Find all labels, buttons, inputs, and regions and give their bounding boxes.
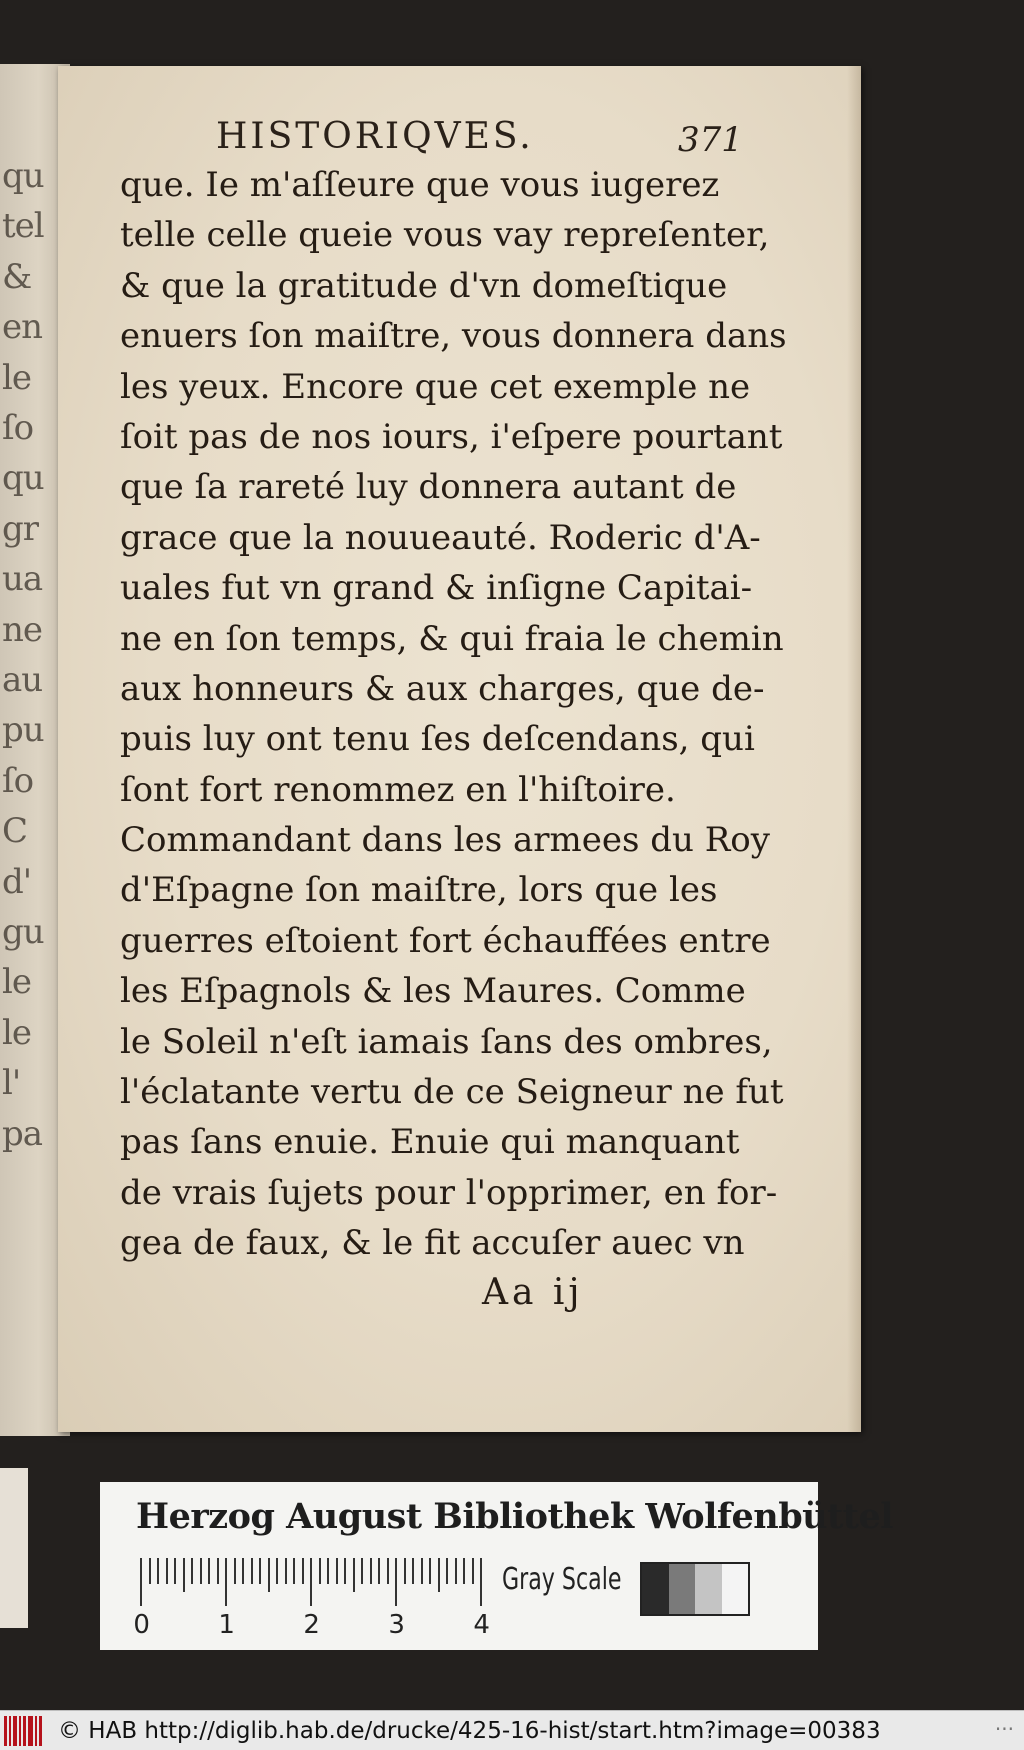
calibration-card	[100, 1482, 894, 1650]
ruler-tick	[166, 1558, 168, 1584]
ruler-tick	[472, 1558, 474, 1584]
footer-bar	[0, 1710, 1024, 1750]
text-line: les Eſpagnols & les Maures. Comme	[120, 971, 746, 1012]
previous-page-fragment: ne	[2, 609, 43, 650]
previous-page-fragment: gu	[2, 912, 44, 952]
ruler-tick	[455, 1558, 457, 1584]
ruler-tick	[208, 1558, 210, 1584]
previous-page-fragment: qu	[2, 458, 44, 499]
ruler-tick	[149, 1558, 151, 1584]
body-text	[120, 160, 792, 1269]
previous-page-fragment: l'	[2, 1063, 21, 1104]
ruler-tick	[174, 1558, 176, 1584]
ruler-tick	[183, 1558, 185, 1592]
ruler-tick	[268, 1558, 270, 1592]
grayscale-swatch	[642, 1564, 669, 1614]
running-head: HISTORIQVES.	[216, 116, 534, 157]
text-line: pas ſans enuie. Enuie qui manquant	[120, 1122, 740, 1163]
text-line: de vrais ſujets pour l'opprimer, en for-	[120, 1172, 778, 1213]
text-line: Commandant dans les armees du Roy	[120, 820, 770, 861]
previous-page-fragment: ſo	[2, 760, 34, 801]
grayscale-swatches	[640, 1562, 750, 1616]
more-options-icon[interactable]: ···	[994, 1717, 1014, 1741]
text-line: aux honneurs & aux charges, que de-	[120, 668, 765, 709]
page-number: 371	[678, 120, 743, 160]
text-line: les yeux. Encore que cet exemple ne	[120, 366, 751, 407]
ruler-tick	[319, 1558, 321, 1584]
ruler-tick	[429, 1558, 431, 1584]
ruler-number: 2	[303, 1610, 320, 1640]
ruler-tick	[370, 1558, 372, 1584]
previous-page-fragment: le	[2, 357, 31, 398]
text-line: que ſa rareté luy donnera autant de	[120, 467, 737, 508]
ruler-tick	[276, 1558, 278, 1584]
ruler-tick	[217, 1558, 219, 1584]
text-line: enuers ſon maiſtre, vous donnera dans	[120, 316, 787, 357]
ruler-tick	[157, 1558, 159, 1584]
ruler-tick	[387, 1558, 389, 1584]
ruler-number: 4	[473, 1610, 490, 1640]
ruler-tick	[361, 1558, 363, 1584]
text-line: & que la gratitude d'vn domeſtique	[120, 265, 728, 306]
ruler-tick	[234, 1558, 236, 1584]
previous-page-fragment: ua	[2, 559, 43, 600]
text-line: l'éclatante vertu de ce Seigneur ne fut	[120, 1072, 784, 1113]
ruler-tick	[310, 1558, 312, 1606]
ruler-number: 1	[218, 1610, 235, 1640]
previous-page-fragment: &	[2, 256, 32, 297]
text-line: ſoit pas de nos iours, i'eſpere pourtant	[120, 416, 783, 457]
ruler-tick	[463, 1558, 465, 1584]
text-line: le Soleil n'eſt iamais ſans des ombres,	[120, 1021, 773, 1062]
text-line: grace que la nouueauté. Roderic d'A-	[120, 517, 761, 558]
previous-page-fragment: qu	[2, 156, 44, 196]
text-line: uales fut vn grand & inſigne Capitai-	[120, 568, 753, 609]
text-line: que. Ie m'aſſeure que vous iugerez	[120, 165, 720, 205]
signature-mark: Aa ij	[482, 1272, 584, 1313]
ruler-tick	[293, 1558, 295, 1584]
previous-page-fragment: en	[2, 307, 43, 348]
ruler-tick	[446, 1558, 448, 1584]
book-page	[58, 66, 861, 1432]
previous-page-fragment: gr	[2, 508, 39, 549]
ruler-tick	[395, 1558, 397, 1606]
previous-page-fragment: d'	[2, 861, 32, 902]
ruler-tick	[336, 1558, 338, 1584]
grayscale-label: Gray Scale	[502, 1562, 622, 1597]
previous-page-fragment: au	[2, 660, 43, 700]
library-name: Herzog August Bibliothek Wolfenbüttel	[136, 1496, 894, 1537]
ruler-tick	[225, 1558, 227, 1606]
ruler-number: 0	[133, 1610, 150, 1640]
text-line: guerres eſtoient fort échauffées entre	[120, 920, 771, 961]
ruler-tick	[404, 1558, 406, 1584]
text-line: puis luy ont tenu ſes deſcendans, qui	[120, 719, 755, 760]
ruler-tick	[191, 1558, 193, 1584]
barcode-icon	[4, 1716, 46, 1746]
ruler-tick	[344, 1558, 346, 1584]
ruler-tick	[421, 1558, 423, 1584]
text-line: gea de faux, & le fit accuſer auec vn	[120, 1223, 745, 1264]
previous-page-fragment: C	[2, 811, 28, 852]
grayscale-swatch	[695, 1564, 722, 1614]
previous-page-strip	[0, 1468, 28, 1628]
ruler-number: 3	[388, 1610, 405, 1640]
ruler-tick	[259, 1558, 261, 1584]
previous-page-fragment: le	[2, 1012, 31, 1053]
footer-copyright-link[interactable]: © HAB http://diglib.hab.de/drucke/425-16-hist/start.htm?image=00383	[58, 1717, 881, 1744]
ruler-tick	[242, 1558, 244, 1584]
ruler-tick	[378, 1558, 380, 1584]
scale-ruler	[133, 1558, 490, 1648]
ruler-tick	[302, 1558, 304, 1584]
ruler-tick	[251, 1558, 253, 1584]
previous-page-fragment: ſo	[2, 408, 34, 448]
ruler-tick	[200, 1558, 202, 1584]
ruler-tick	[412, 1558, 414, 1584]
previous-page-fragment: tel	[2, 206, 44, 247]
ruler-tick	[438, 1558, 440, 1592]
ruler-tick	[327, 1558, 329, 1584]
previous-page-fragment: pu	[2, 710, 44, 751]
ruler-tick	[285, 1558, 287, 1584]
ruler-tick	[140, 1558, 142, 1606]
ruler-tick	[480, 1558, 482, 1606]
previous-page-fragment: pa	[2, 1113, 43, 1154]
grayscale-swatch	[722, 1564, 749, 1614]
text-line: ſont fort renommez en l'hiſtoire.	[120, 769, 676, 810]
text-line: ne en ſon temps, & qui fraia le chemin	[120, 618, 784, 659]
grayscale-swatch	[669, 1564, 696, 1614]
previous-page-fragment: le	[2, 962, 31, 1003]
text-line: telle celle queie vous vay repreſenter,	[120, 215, 770, 256]
ruler-tick	[353, 1558, 355, 1592]
text-line: d'Eſpagne ſon maiſtre, lors que les	[120, 870, 718, 911]
